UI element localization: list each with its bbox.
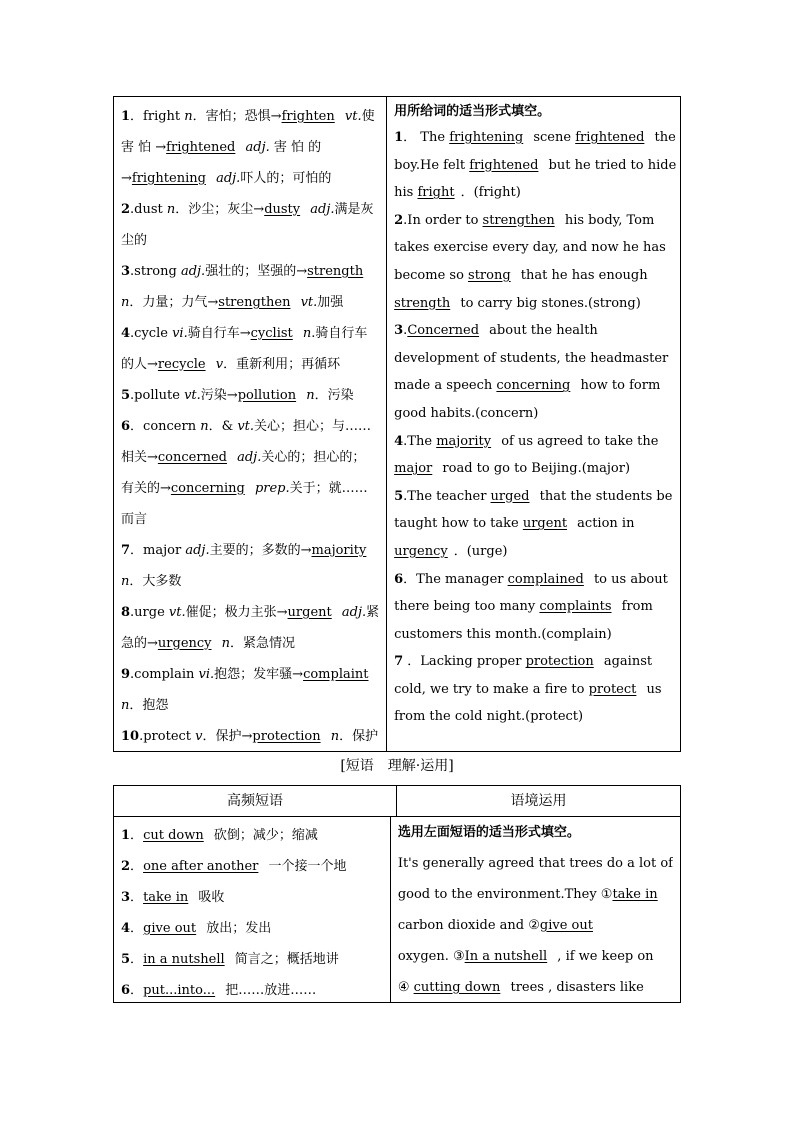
text-segment: 4 [121,921,131,936]
answer-word: Concerned [407,323,480,339]
text-segment: adj. [232,450,262,465]
answer-word: urgency [394,543,448,559]
text-segment: vi. [198,667,215,682]
text-segment: .The [403,433,437,449]
text-segment: ．major [130,543,186,558]
text-line [394,345,676,373]
text-line [394,179,676,207]
text-segment: .骑自行车 [311,326,368,341]
text-segment: 急的→ [121,636,158,651]
answer-word: frightened [166,140,236,155]
text-line [121,318,379,349]
context-exercise-column [391,817,680,1003]
text-segment: 1 [121,109,131,124]
text-segment: 主要的；多数的→ [209,543,312,558]
text-line [121,442,379,473]
text-segment: but he tried to hide [544,157,677,173]
text-segment: customers this month.(complain) [394,626,612,642]
text-segment: .In order to [403,212,483,228]
text-segment: 满是灰 [334,202,374,217]
text-segment: 加强 [317,295,344,310]
text-segment: about the health [485,323,598,339]
vocabulary-word-forms-column [114,97,387,751]
answer-word: majority [436,433,492,449]
text-line [394,703,676,731]
text-line [394,234,676,262]
text-segment: ． The [403,130,450,145]
text-segment: n [200,419,209,434]
text-segment: 5 [121,952,131,967]
text-segment: ． [130,983,144,998]
text-segment: n [166,202,176,217]
text-segment: ．抱怨 [129,698,169,713]
text-segment: 4 [121,326,131,341]
exercise-sentences [394,124,676,731]
text-segment: from [617,599,653,615]
text-segment: .dust [130,202,167,217]
text-segment: made a speech [394,378,497,394]
text-segment: 有关的→ [121,481,171,496]
answer-word: concerning [170,481,245,496]
text-line [398,848,673,879]
text-line [121,535,379,566]
text-segment: 7 [394,654,404,670]
text-segment: 砍倒；减少；缩减 [209,828,318,843]
text-line [394,262,676,290]
text-segment: It's generally agreed that trees do a lot of [397,856,673,871]
answer-word: fright [417,185,455,201]
text-segment: 2 [394,212,404,228]
text-segment: adj. [180,264,206,279]
text-segment: .pollute [130,388,185,403]
text-segment: good habits.(concern) [394,405,539,421]
text-segment: 骑自行车→ [187,326,251,341]
text-line [394,510,676,538]
text-segment: ．保护 [339,729,379,744]
text-segment: ． [130,921,144,936]
text-segment: 1 [121,828,131,843]
text-segment: .complain [130,667,199,682]
answer-word: strong [468,267,511,283]
answer-word: protect [588,681,637,697]
text-segment: ．大多数 [129,574,182,589]
answer-word: protection [252,729,321,744]
section-title: [短语 理解·运用] [340,758,454,774]
text-segment: 4 [394,433,404,449]
text-segment: 强壮的；坚强的→ [205,264,308,279]
text-segment: 相关→ [121,450,158,465]
answer-word: strength [307,264,364,279]
phrases-table-body [114,817,680,1003]
text-line [398,941,673,972]
text-segment: 污染→ [200,388,238,403]
text-segment: ．害怕；恐惧→ [192,109,282,124]
text-line [394,676,676,704]
text-segment: action in [573,516,635,532]
text-segment: 3 [394,323,404,339]
text-segment: ． [130,890,144,905]
text-segment: ． [130,952,144,967]
vocabulary-exercise-column [387,97,683,751]
text-segment: 而言 [121,512,148,527]
text-segment: vt. [168,605,186,620]
text-segment: n [298,326,312,341]
text-segment: ．The manager [403,571,508,587]
text-segment: 害 怕 → [121,140,167,155]
text-segment: n [217,636,231,651]
text-line [121,225,379,256]
answer-word: frightened [575,130,645,145]
text-segment: his [394,185,418,201]
phrases-table [113,785,681,1003]
text-segment: 6 [121,983,131,998]
text-segment: n [121,698,130,713]
text-segment: 的人→ [121,357,158,372]
text-segment: taught how to take [394,516,523,532]
text-line [394,593,676,621]
text-line [121,101,379,132]
text-segment: adj. [337,605,367,620]
text-segment: 关心；担心；与…… [254,419,372,434]
text-segment: .cycle [130,326,173,341]
text-line [394,400,676,428]
text-segment: .protect [139,729,196,744]
text-segment: n [302,388,315,403]
answer-word: cut down [143,828,204,843]
answer-word: recycle [157,357,206,372]
text-segment: ．(urge) [453,543,508,559]
text-line [121,132,379,163]
answer-word: frightening [449,130,524,145]
text-line [121,473,379,504]
text-segment: vt. [184,388,201,403]
text-line [398,972,673,1003]
answer-word: major [394,461,433,477]
text-segment: vt. [296,295,318,310]
header-context-usage: 语境运用 [510,793,567,809]
text-segment: . [403,323,408,339]
text-segment: trees , disasters like [506,980,644,995]
text-line [394,124,676,152]
text-segment: his body, Tom [560,212,655,228]
text-segment: 1 [394,130,404,145]
text-segment: 8 [121,605,131,620]
text-segment: oxygen. ③ [397,949,465,964]
answer-word: cyclist [250,326,293,341]
text-line [394,455,676,483]
text-segment: 关于；就…… [289,481,368,496]
text-segment: 放出；发出 [202,921,272,936]
text-segment: n [326,729,340,744]
text-segment: that he has enough [516,267,648,283]
text-line [394,538,676,566]
text-segment: ④ [397,980,414,995]
text-line [394,566,676,594]
text-line [394,207,676,235]
exercise-instruction: 用所给词的适当形式填空。 [394,104,551,119]
text-segment: adj. [306,202,335,217]
header-high-frequency-phrases: 高频短语 [114,786,397,816]
text-segment: ． [130,859,144,874]
text-segment: ．力量；力气→ [129,295,219,310]
answer-word: urgent [287,605,332,620]
text-segment: 2 [121,202,131,217]
answer-word: put...into... [143,983,216,998]
text-line [398,879,673,910]
text-segment: 6 [121,419,131,434]
text-segment: vi. [172,326,188,341]
text-segment: adj. [241,140,270,155]
text-line [394,152,676,180]
text-segment: how to form [576,378,661,394]
answer-word: protection [525,654,594,670]
answer-word: frightened [469,157,539,173]
text-line [121,913,383,944]
text-line [394,290,676,318]
text-segment: .urge [130,605,169,620]
text-line [121,721,379,752]
text-segment: ．重新利用；再循环 [223,357,341,372]
answer-word: strength [394,295,451,311]
answer-word: complaint [303,667,369,682]
answer-word: complained [507,571,584,587]
text-segment: 3 [121,264,131,279]
text-line [121,690,379,721]
text-segment: ．fright [130,109,185,124]
text-segment: 2 [121,859,131,874]
answer-word: urgency [157,636,212,651]
text-segment: carbon dioxide and ② [397,918,540,933]
text-segment: us [642,681,662,697]
text-line [394,372,676,400]
text-segment: 尘的 [121,233,148,248]
text-line [121,975,383,1006]
text-segment: ．(fright) [460,185,521,201]
text-segment: ．concern [130,419,201,434]
text-segment: good to the environment.They ① [397,887,613,902]
text-segment: v [211,357,224,372]
text-segment: 使 [361,109,375,124]
text-segment: cold, we try to make a fire to [394,681,589,697]
text-line [121,194,379,225]
text-segment: of us agreed to take the [497,433,659,449]
text-segment: ．Lacking proper [403,654,526,670]
text-segment: adj. [185,543,210,558]
answer-word: give out [539,918,593,933]
text-line [121,820,383,851]
text-segment: there being too many [394,599,540,615]
text-segment: 害 怕 的 [269,140,322,155]
text-line [121,411,379,442]
text-segment: 9 [121,667,131,682]
answer-word: frighten [281,109,335,124]
answer-word: complaints [539,599,612,615]
text-segment: .The teacher [403,488,491,504]
text-line [121,349,379,380]
text-line [121,380,379,411]
text-segment: 催促；极力主张→ [185,605,288,620]
text-segment: ．& [208,419,238,434]
text-segment: 3 [121,890,131,905]
text-line [121,287,379,318]
vocabulary-table [113,96,681,752]
text-segment: takes exercise every day, and now he has [394,240,666,256]
text-segment: prep. [250,481,290,496]
answer-word: frightening [131,171,206,186]
phrase-exercise-passage [398,848,673,1003]
text-line [394,317,676,345]
text-segment: vt. [237,419,255,434]
answer-word: pollution [237,388,297,403]
text-line [394,648,676,676]
text-segment: 5 [394,488,404,504]
text-segment: 5 [121,388,131,403]
answer-word: give out [143,921,197,936]
answer-word: concerned [157,450,227,465]
answer-word: strengthen [218,295,291,310]
text-segment: ． [130,828,144,843]
text-segment: v [195,729,203,744]
answer-word: dusty [264,202,301,217]
text-segment: n [121,295,130,310]
text-line [121,566,379,597]
text-segment: 6 [394,571,404,587]
text-segment: 把……放进…… [221,983,317,998]
text-line [394,428,676,456]
text-segment: 一个接一个地 [264,859,347,874]
text-segment: development of students, the headmaster [394,350,669,366]
text-line [394,483,676,511]
text-segment: 关心的；担心的； [261,450,366,465]
text-line [398,910,673,941]
answer-word: concerning [496,378,571,394]
answer-word: majority [311,543,367,558]
text-line [121,256,379,287]
text-line [394,621,676,649]
text-segment: ．沙尘；灰尘→ [175,202,265,217]
text-segment: .strong [130,264,181,279]
answer-word: urged [490,488,530,504]
phrases-table-header [114,786,680,817]
answer-word: urgent [522,516,568,532]
text-segment: boy.He felt [394,157,470,173]
text-line [121,628,379,659]
text-segment: n [121,574,130,589]
text-segment: 抱怨；发牢骚→ [214,667,304,682]
phrase-list-column [114,817,391,1003]
text-segment: to carry big stones.(strong) [456,295,641,311]
text-line [121,659,379,690]
text-line [121,944,383,975]
answer-word: strengthen [482,212,555,228]
text-segment: 10 [121,729,140,744]
text-segment: 吸收 [194,890,225,905]
text-segment: → [121,171,132,186]
text-segment: scene [529,130,576,145]
answer-word: cutting down [413,980,501,995]
text-segment: to us about [589,571,668,587]
text-line [121,163,379,194]
text-segment: from the cold night.(protect) [394,709,584,725]
text-segment: , if we keep on [553,949,654,964]
text-segment: ．保护→ [202,729,253,744]
text-segment: against [599,654,653,670]
answer-word: in a nutshell [143,952,225,967]
text-segment: the [650,130,676,145]
text-segment: become so [394,267,469,283]
text-line [121,597,379,628]
phrase-exercise-instruction: 选用左面短语的适当形式填空。 [397,825,580,840]
text-segment: ．紧急情况 [230,636,296,651]
text-segment: vt. [340,109,362,124]
text-segment: adj. [211,171,241,186]
text-segment: n [184,109,193,124]
text-line [121,882,383,913]
text-line [121,851,383,882]
text-segment: 7 [121,543,131,558]
text-segment: that the students be [535,488,673,504]
answer-word: take in [143,890,189,905]
text-line [121,504,379,535]
answer-word: one after another [143,859,259,874]
text-segment: 紧 [366,605,380,620]
text-segment: road to go to Beijing.(major) [438,461,631,477]
text-segment: ．污染 [314,388,354,403]
text-segment: 吓人的；可怕的 [240,171,332,186]
answer-word: In a nutshell [464,949,548,964]
text-segment: 简言之；概括地讲 [230,952,339,967]
answer-word: take in [612,887,658,902]
